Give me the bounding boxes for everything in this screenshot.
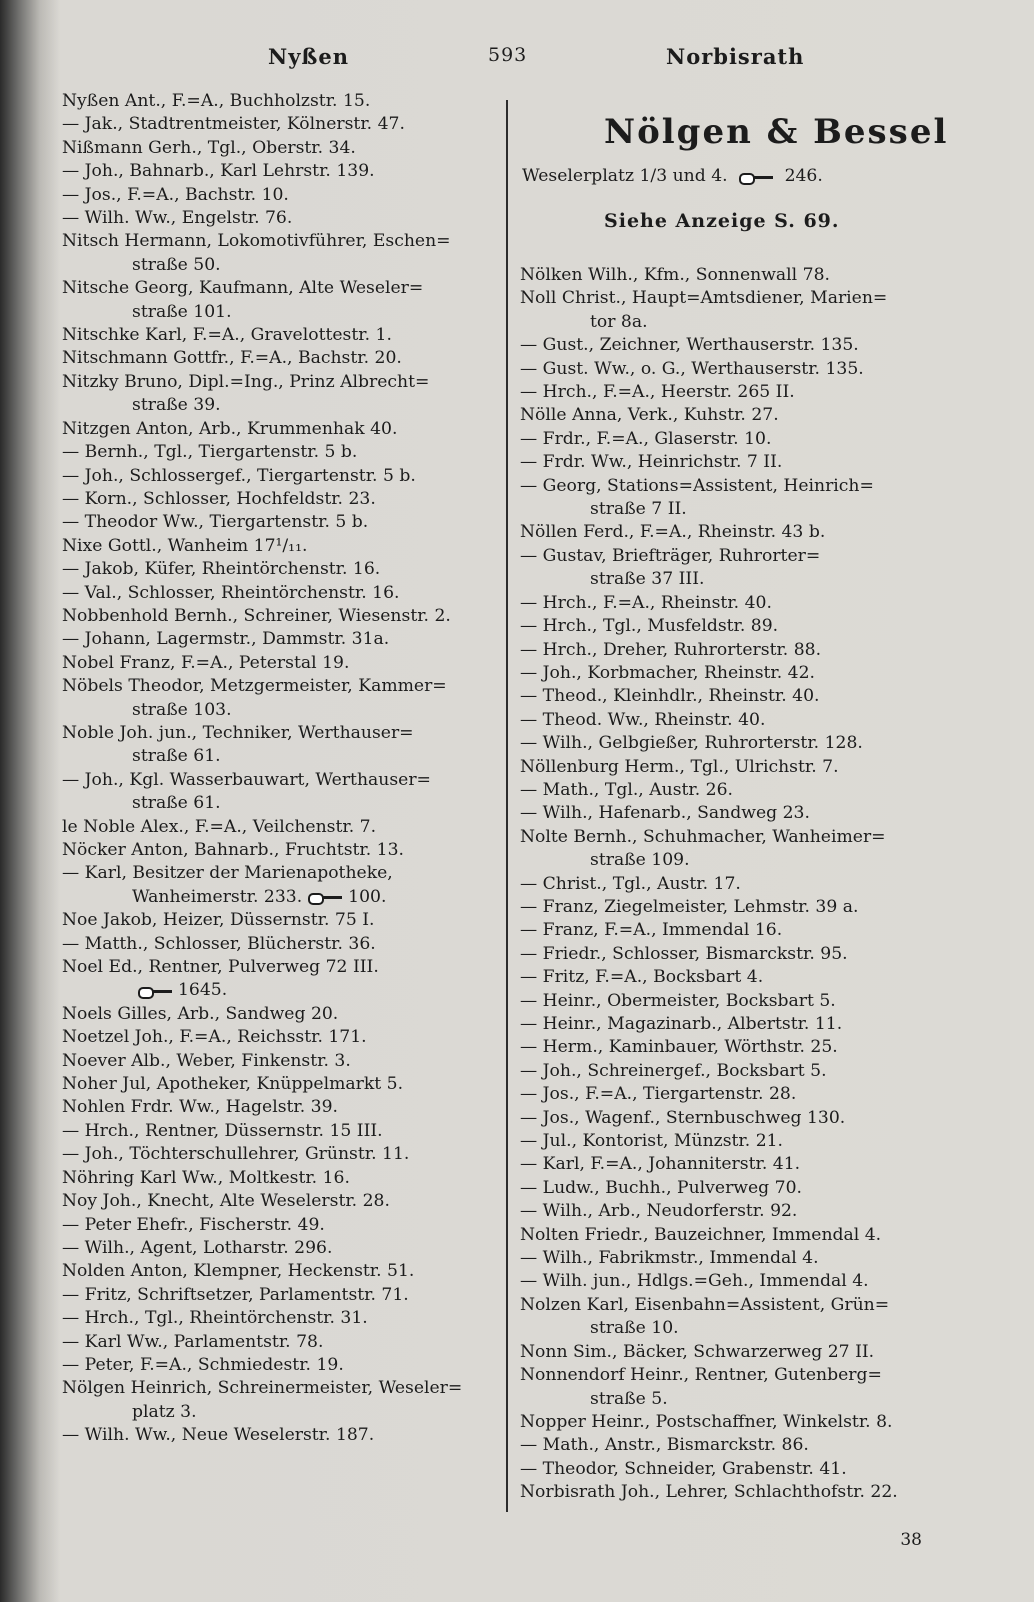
directory-entry bbox=[62, 909, 492, 932]
directory-entry bbox=[520, 428, 962, 451]
directory-entry bbox=[520, 1036, 962, 1059]
entry-text: Nitschke Karl, F.=A., Gravelottestr. 1. bbox=[62, 325, 392, 346]
entry-text: Nitsche Georg, Kaufmann, Alte Weseler= bbox=[62, 278, 424, 299]
entry-text: — Matth., Schlosser, Blücherstr. 36. bbox=[62, 933, 376, 954]
directory-entry bbox=[62, 956, 492, 979]
directory-entry bbox=[520, 756, 962, 779]
entry-text: straße 101. bbox=[132, 301, 232, 322]
directory-entry bbox=[62, 652, 492, 675]
directory-entry bbox=[520, 1130, 962, 1153]
entry-text: — Wilh., Arb., Neudorferstr. 92. bbox=[520, 1201, 798, 1222]
directory-entry bbox=[62, 535, 492, 558]
directory-entry bbox=[62, 933, 492, 956]
directory-entry bbox=[520, 521, 962, 544]
directory-entry bbox=[520, 1388, 962, 1411]
directory-entry bbox=[520, 685, 962, 708]
directory-entry bbox=[62, 137, 492, 160]
entry-text: — Math., Tgl., Austr. 26. bbox=[520, 779, 734, 800]
directory-entry bbox=[62, 1003, 492, 1026]
directory-entry bbox=[520, 1153, 962, 1176]
directory-entry bbox=[62, 675, 492, 698]
directory-entry bbox=[62, 113, 492, 136]
entry-text: straße 10. bbox=[590, 1318, 679, 1339]
directory-entry bbox=[520, 311, 962, 334]
entry-text: — Wilh., Gelbgießer, Ruhrorterstr. 128. bbox=[520, 733, 863, 754]
entry-text: — Karl, F.=A., Johanniterstr. 41. bbox=[520, 1154, 801, 1175]
directory-entry bbox=[520, 1481, 962, 1504]
entry-text: Nohlen Frdr. Ww., Hagelstr. 39. bbox=[62, 1097, 339, 1118]
directory-entry bbox=[520, 1224, 962, 1247]
directory-entry bbox=[520, 1294, 962, 1317]
directory-entry bbox=[62, 979, 492, 1002]
directory-entry bbox=[520, 381, 962, 404]
entry-text: — Franz, Ziegelmeister, Lehmstr. 39 a. bbox=[520, 896, 859, 917]
directory-entry bbox=[62, 324, 492, 347]
directory-entry bbox=[520, 1177, 962, 1200]
entry-text: — Heinr., Obermeister, Bocksbart 5. bbox=[520, 990, 836, 1011]
entry-text: — Gustav, Briefträger, Ruhrorter= bbox=[520, 545, 821, 566]
telephone-icon bbox=[739, 171, 773, 183]
directory-entry bbox=[62, 1331, 492, 1354]
directory-entry bbox=[520, 1060, 962, 1083]
directory-entry bbox=[62, 1050, 492, 1073]
directory-entry bbox=[520, 896, 962, 919]
entry-text: Nitschmann Gottfr., F.=A., Bachstr. 20. bbox=[62, 348, 402, 369]
right-column bbox=[520, 264, 962, 1505]
entry-text: Noels Gilles, Arb., Sandweg 20. bbox=[62, 1003, 339, 1024]
entry-phone: 1645. bbox=[178, 980, 228, 1001]
advert-title: Nölgen & Bessel bbox=[604, 112, 949, 152]
directory-entry bbox=[520, 709, 962, 732]
directory-entry bbox=[62, 1026, 492, 1049]
entry-text: — Peter, F.=A., Schmiedestr. 19. bbox=[62, 1354, 344, 1375]
entry-text: — Wilh. Ww., Engelstr. 76. bbox=[62, 208, 293, 229]
entry-text: — Theod. Ww., Rheinstr. 40. bbox=[520, 709, 766, 730]
directory-entry bbox=[62, 582, 492, 605]
entry-text: — Korn., Schlosser, Hochfeldstr. 23. bbox=[62, 488, 376, 509]
entry-text: — Frdr., F.=A., Glaserstr. 10. bbox=[520, 428, 772, 449]
entry-text: — Jos., F.=A., Tiergartenstr. 28. bbox=[520, 1084, 797, 1105]
entry-text: — Wilh. jun., Hdlgs.=Geh., Immendal 4. bbox=[520, 1271, 869, 1292]
entry-text: — Jos., Wagenf., Sternbuschweg 130. bbox=[520, 1107, 846, 1128]
directory-entry bbox=[520, 287, 962, 310]
entry-text: Norbisrath Joh., Lehrer, Schlachthofstr. 22. bbox=[520, 1482, 898, 1503]
entry-text: — Jos., F.=A., Bachstr. 10. bbox=[62, 184, 289, 205]
directory-entry bbox=[62, 605, 492, 628]
directory-entry bbox=[62, 722, 492, 745]
directory-entry bbox=[520, 990, 962, 1013]
directory-entry bbox=[520, 334, 962, 357]
entry-text: Nolte Bernh., Schuhmacher, Wanheimer= bbox=[520, 826, 886, 847]
directory-entry bbox=[520, 475, 962, 498]
entry-text: — Fritz, F.=A., Bocksbart 4. bbox=[520, 967, 764, 988]
entry-text: straße 109. bbox=[590, 850, 690, 871]
entry-text: Nolzen Karl, Eisenbahn=Assistent, Grün= bbox=[520, 1294, 890, 1315]
entry-text: Wanheimerstr. 233. bbox=[132, 886, 303, 907]
directory-entry bbox=[520, 966, 962, 989]
directory-entry bbox=[62, 558, 492, 581]
entry-text: — Joh., Schlossergef., Tiergartenstr. 5 b. bbox=[62, 465, 416, 486]
header-right-keyword: Norbisrath bbox=[666, 44, 805, 69]
entry-text: Nonn Sim., Bäcker, Schwarzerweg 27 II. bbox=[520, 1341, 875, 1362]
entry-text: — Hrch., Tgl., Rheintörchenstr. 31. bbox=[62, 1308, 368, 1329]
entry-text: — Joh., Bahnarb., Karl Lehrstr. 139. bbox=[62, 161, 375, 182]
directory-entry bbox=[520, 1270, 962, 1293]
entry-text: — Peter Ehefr., Fischerstr. 49. bbox=[62, 1214, 325, 1235]
entry-text: Nölle Anna, Verk., Kuhstr. 27. bbox=[520, 405, 779, 426]
entry-text: Nonnendorf Heinr., Rentner, Gutenberg= bbox=[520, 1365, 882, 1386]
directory-entry bbox=[62, 207, 492, 230]
entry-text: Noble Joh. jun., Techniker, Werthauser= bbox=[62, 722, 414, 743]
entry-text: — Theodor, Schneider, Grabenstr. 41. bbox=[520, 1458, 847, 1479]
entry-text: — Hrch., F.=A., Rheinstr. 40. bbox=[520, 592, 772, 613]
directory-entry bbox=[62, 371, 492, 394]
advert-phone: 246. bbox=[784, 166, 823, 186]
directory-entry bbox=[520, 592, 962, 615]
directory-entry bbox=[520, 404, 962, 427]
directory-entry bbox=[62, 1284, 492, 1307]
entry-text: straße 39. bbox=[132, 395, 221, 416]
directory-entry bbox=[62, 1377, 492, 1400]
entry-text: Noever Alb., Weber, Finkenstr. 3. bbox=[62, 1050, 351, 1071]
directory-entry bbox=[62, 1237, 492, 1260]
directory-entry bbox=[62, 1354, 492, 1377]
column-divider bbox=[506, 100, 508, 1512]
entry-text: — Math., Anstr., Bismarckstr. 86. bbox=[520, 1435, 809, 1456]
directory-entry bbox=[62, 745, 492, 768]
directory-entry bbox=[520, 1341, 962, 1364]
entry-text: tor 8a. bbox=[590, 311, 648, 332]
directory-entry bbox=[62, 1424, 492, 1447]
entry-text: Nobbenhold Bernh., Schreiner, Wiesenstr. 2. bbox=[62, 605, 451, 626]
entry-text: Nixe Gottl., Wanheim 17¹/₁₁. bbox=[62, 535, 308, 556]
entry-text: — Wilh., Agent, Lotharstr. 296. bbox=[62, 1237, 333, 1258]
entry-text: Nölken Wilh., Kfm., Sonnenwall 78. bbox=[520, 265, 830, 285]
entry-text: — Gust., Zeichner, Werthauserstr. 135. bbox=[520, 335, 859, 356]
directory-entry bbox=[62, 254, 492, 277]
entry-text: — Friedr., Schlosser, Bismarckstr. 95. bbox=[520, 943, 848, 964]
directory-entry bbox=[62, 862, 492, 885]
entry-text: straße 50. bbox=[132, 254, 221, 275]
directory-entry bbox=[520, 498, 962, 521]
entry-text: — Georg, Stations=Assistent, Heinrich= bbox=[520, 475, 874, 496]
directory-entry bbox=[62, 839, 492, 862]
entry-text: — Joh., Kgl. Wasserbauwart, Werthauser= bbox=[62, 769, 431, 790]
entry-text: — Hrch., F.=A., Heerstr. 265 II. bbox=[520, 382, 795, 403]
entry-text: straße 5. bbox=[590, 1388, 668, 1409]
entry-text: Nöcker Anton, Bahnarb., Fruchtstr. 13. bbox=[62, 840, 405, 860]
left-column bbox=[62, 90, 492, 1448]
entry-text: Noy Joh., Knecht, Alte Weselerstr. 28. bbox=[62, 1191, 390, 1212]
entry-text: Nolden Anton, Klempner, Heckenstr. 51. bbox=[62, 1261, 415, 1282]
directory-entry bbox=[520, 1458, 962, 1481]
directory-entry bbox=[520, 1013, 962, 1036]
entry-text: Nöllenburg Herm., Tgl., Ulrichstr. 7. bbox=[520, 756, 839, 777]
entry-text: — Karl Ww., Parlamentstr. 78. bbox=[62, 1331, 324, 1352]
entry-text: Nitzgen Anton, Arb., Krummenhak 40. bbox=[62, 418, 398, 439]
directory-entry bbox=[520, 826, 962, 849]
entry-text: Nobel Franz, F.=A., Peterstal 19. bbox=[62, 652, 350, 673]
entry-text: — Wilh., Hafenarb., Sandweg 23. bbox=[520, 803, 810, 824]
entry-text: — Val., Schlosser, Rheintörchenstr. 16. bbox=[62, 582, 400, 603]
directory-entry bbox=[520, 615, 962, 638]
directory-entry bbox=[62, 1120, 492, 1143]
header-left-keyword: Nyßen bbox=[268, 44, 349, 69]
directory-entry bbox=[62, 394, 492, 417]
directory-entry bbox=[62, 1260, 492, 1283]
directory-entry bbox=[62, 886, 492, 909]
directory-entry bbox=[520, 451, 962, 474]
entry-text: — Karl, Besitzer der Marienapotheke, bbox=[62, 863, 393, 884]
entry-text: Nöhring Karl Ww., Moltkestr. 16. bbox=[62, 1167, 350, 1188]
directory-entry bbox=[62, 277, 492, 300]
directory-entry bbox=[62, 699, 492, 722]
directory-entry bbox=[62, 160, 492, 183]
entry-text: — Wilh. Ww., Neue Weselerstr. 187. bbox=[62, 1425, 375, 1446]
directory-entry bbox=[520, 545, 962, 568]
directory-entry bbox=[62, 230, 492, 253]
entry-text: — Jul., Kontorist, Münzstr. 21. bbox=[520, 1131, 784, 1152]
directory-entry bbox=[520, 1364, 962, 1387]
entry-text: — Joh., Töchterschullehrer, Grünstr. 11. bbox=[62, 1144, 410, 1165]
directory-entry bbox=[62, 184, 492, 207]
entry-text: — Herm., Kaminbauer, Wörthstr. 25. bbox=[520, 1037, 838, 1058]
sheet-signature: 38 bbox=[900, 1530, 922, 1550]
entry-text: straße 61. bbox=[132, 746, 221, 767]
directory-entry bbox=[62, 628, 492, 651]
entry-text: straße 7 II. bbox=[590, 499, 687, 520]
directory-entry bbox=[62, 1401, 492, 1424]
entry-text: Noel Ed., Rentner, Pulverweg 72 III. bbox=[62, 957, 379, 978]
directory-entry bbox=[520, 919, 962, 942]
entry-text: — Joh., Schreinergef., Bocksbart 5. bbox=[520, 1060, 827, 1081]
entry-text: — Ludw., Buchh., Pulverweg 70. bbox=[520, 1177, 802, 1198]
telephone-icon bbox=[308, 891, 342, 903]
entry-text: — Hrch., Rentner, Düssernstr. 15 III. bbox=[62, 1120, 383, 1141]
directory-entry bbox=[62, 1143, 492, 1166]
directory-entry bbox=[520, 849, 962, 872]
entry-text: — Franz, F.=A., Immendal 16. bbox=[520, 920, 783, 941]
entry-text: Noe Jakob, Heizer, Düssernstr. 75 I. bbox=[62, 910, 375, 931]
directory-entry bbox=[62, 301, 492, 324]
directory-entry bbox=[520, 264, 962, 287]
directory-entry bbox=[62, 347, 492, 370]
entry-text: — Gust. Ww., o. G., Werthauserstr. 135. bbox=[520, 358, 864, 379]
entry-text: — Fritz, Schriftsetzer, Parlamentstr. 71. bbox=[62, 1284, 409, 1305]
directory-entry bbox=[520, 873, 962, 896]
entry-text: — Bernh., Tgl., Tiergartenstr. 5 b. bbox=[62, 442, 358, 463]
advert-reference: Siehe Anzeige S. 69. bbox=[604, 210, 840, 232]
entry-text: Noll Christ., Haupt=Amtsdiener, Marien= bbox=[520, 288, 888, 309]
entry-text: — Joh., Korbmacher, Rheinstr. 42. bbox=[520, 662, 816, 683]
entry-text: — Wilh., Fabrikmstr., Immendal 4. bbox=[520, 1248, 819, 1269]
directory-entry bbox=[62, 1214, 492, 1237]
directory-entry bbox=[520, 1411, 962, 1434]
entry-text: Nöbels Theodor, Metzgermeister, Kammer= bbox=[62, 676, 447, 697]
directory-entry bbox=[62, 1167, 492, 1190]
entry-text: — Jak., Stadtrentmeister, Kölnerstr. 47. bbox=[62, 114, 405, 135]
entry-text: straße 61. bbox=[132, 793, 221, 814]
entry-text: Nölgen Heinrich, Schreinermeister, Weseler= bbox=[62, 1378, 463, 1399]
entry-text: — Heinr., Magazinarb., Albertstr. 11. bbox=[520, 1014, 843, 1034]
entry-phone: 100. bbox=[348, 886, 387, 907]
directory-entry bbox=[62, 488, 492, 511]
entry-text: Nolten Friedr., Bauzeichner, Immendal 4. bbox=[520, 1224, 882, 1245]
directory-entry bbox=[62, 90, 492, 113]
entry-text: — Hrch., Tgl., Musfeldstr. 89. bbox=[520, 616, 779, 637]
advert-address-line bbox=[522, 166, 823, 186]
page-number: 593 bbox=[488, 44, 528, 66]
entry-text: Nißmann Gerh., Tgl., Oberstr. 34. bbox=[62, 137, 356, 158]
entry-text: Nopper Heinr., Postschaffner, Winkelstr. 8. bbox=[520, 1411, 893, 1432]
entry-text: — Theod., Kleinhdlr., Rheinstr. 40. bbox=[520, 686, 820, 707]
directory-entry bbox=[62, 1190, 492, 1213]
entry-text: le Noble Alex., F.=A., Veilchenstr. 7. bbox=[62, 816, 377, 837]
directory-entry bbox=[520, 1083, 962, 1106]
directory-entry bbox=[520, 1247, 962, 1270]
directory-entry bbox=[520, 639, 962, 662]
entry-text: — Theodor Ww., Tiergartenstr. 5 b. bbox=[62, 512, 369, 533]
entry-text: platz 3. bbox=[132, 1401, 197, 1422]
directory-entry bbox=[520, 1317, 962, 1340]
directory-entry bbox=[62, 816, 492, 839]
entry-text: Noetzel Joh., F.=A., Reichsstr. 171. bbox=[62, 1027, 367, 1048]
directory-entry bbox=[520, 732, 962, 755]
entry-text: — Frdr. Ww., Heinrichstr. 7 II. bbox=[520, 452, 783, 473]
directory-entry bbox=[520, 358, 962, 381]
entry-text: — Johann, Lagermstr., Dammstr. 31a. bbox=[62, 629, 390, 650]
directory-entry bbox=[62, 418, 492, 441]
directory-entry bbox=[62, 511, 492, 534]
directory-entry bbox=[520, 1200, 962, 1223]
directory-entry bbox=[62, 792, 492, 815]
entry-text: Nitsch Hermann, Lokomotivführer, Eschen= bbox=[62, 231, 451, 252]
entry-text: — Hrch., Dreher, Ruhrorterstr. 88. bbox=[520, 639, 822, 660]
directory-entry bbox=[62, 1307, 492, 1330]
directory-entry bbox=[62, 1073, 492, 1096]
entry-text: straße 37 III. bbox=[590, 569, 705, 590]
directory-entry bbox=[62, 441, 492, 464]
directory-entry bbox=[520, 779, 962, 802]
telephone-icon bbox=[138, 985, 172, 997]
directory-entry bbox=[520, 1434, 962, 1457]
directory-entry bbox=[520, 802, 962, 825]
directory-entry bbox=[62, 465, 492, 488]
entry-text: straße 103. bbox=[132, 699, 232, 720]
entry-text: — Christ., Tgl., Austr. 17. bbox=[520, 873, 741, 894]
directory-entry bbox=[520, 1107, 962, 1130]
entry-text: Nöllen Ferd., F.=A., Rheinstr. 43 b. bbox=[520, 522, 826, 543]
directory-entry bbox=[62, 1096, 492, 1119]
directory-entry bbox=[520, 662, 962, 685]
directory-entry bbox=[520, 568, 962, 591]
entry-text: Nyßen Ant., F.=A., Buchholzstr. 15. bbox=[62, 91, 371, 111]
entry-text: Nitzky Bruno, Dipl.=Ing., Prinz Albrecht= bbox=[62, 371, 430, 392]
entry-text: Noher Jul, Apotheker, Knüppelmarkt 5. bbox=[62, 1074, 404, 1095]
entry-text: — Jakob, Küfer, Rheintörchenstr. 16. bbox=[62, 559, 381, 580]
directory-entry bbox=[520, 943, 962, 966]
directory-entry bbox=[62, 769, 492, 792]
advert-address: Weselerplatz 1/3 und 4. bbox=[522, 166, 728, 186]
